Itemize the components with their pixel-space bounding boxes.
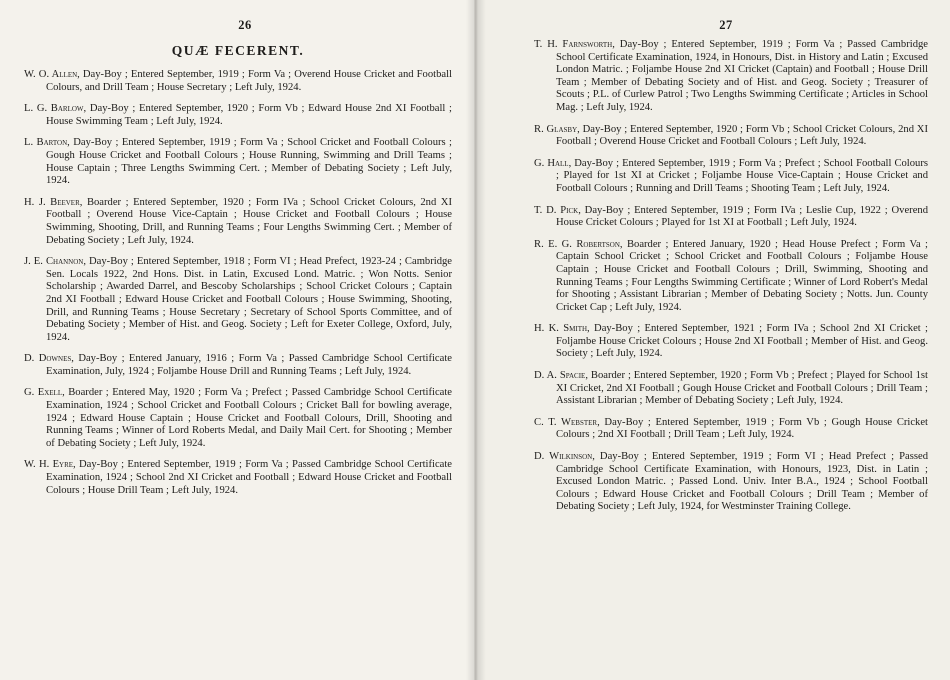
entry-downes [24,353,452,378]
entry-text: Boarder ; Entered September, 1920 ; Form IVa ; School Cricket Colours, 2nd XI Football ; Overend House Vice-Captain ; House Cricket and Football Colours ; House Swimming, Shooting, Drill, and Running Teams ; Four Lengths Swimming Cert. ; Member of Debating Society ; Left July, 1924. [46,196,452,246]
entry-name: L. Barton, [24,137,70,149]
entry-barton [24,137,452,187]
entry-text: Day-Boy ; Entered September, 1920 ; Form Vb ; Edward House 2nd XI Football ; House Swimming Team ; Left July, 1924. [46,103,452,127]
entry-text: Day-Boy ; Entered September, 1919 ; Form IVa ; Leslie Cup, 1922 ; Overend House Cricket Colours ; Played for 1st XI at Football ; Left July, 1924. [556,204,928,229]
page-number-right: 27 [719,18,733,32]
entry-text: Day-Boy ; Entered September, 1918 ; Form VI ; Head Prefect, 1923-24 ; Cambridge Sen. Locals 1922, 2nd Hons. Dist. in Latin, Excused Lond. Matric. ; Won Notts. Senior Scholarship ; Awarded Darrel, and Bescoby Scholarships ; School Cricket Colours ; Captain 2nd XI Football ; Edward House Cricket and Football Colours ; House Swimming, Shooting, Drill, and Running Teams ; House Secretary ; Secretary of School Sports Committee, and of Debating Society ; Member of Hist. and Geog. Society ; Left for Exeter College, Oxford, July, 1924. [46,256,452,343]
entry-barlow [24,103,452,128]
page-number-left: 26 [238,18,252,32]
entry-text: Boarder ; Entered May, 1920 ; Form Va ; Prefect ; Passed Cambridge School Certificate Examination, 1924 ; School Cricket and Football Colours ; Cricket Ball for bowling average, 1924 ; Edward House Captain ; House Cricket and Football Colours, Drill, Shooting and Running Teams ; Winner of Lord Roberts Medal, and Daily Mail Cert. for Shooting ; Member of Debating Society ; Left July, 1924. [46,387,452,449]
entry-name: C. T. Webster, [534,416,600,428]
entry-name: T. H. Farnsworth, [534,39,615,50]
entry-text: Boarder ; Entered January, 1920 ; Head House Prefect ; Form Va ; Captain School Cricket ; School Cricket and Football Colours ; Foljambe House Captain ; House Cricket and Football Colours ; Drill, Swimming, Shooting and Running Teams ; Four Lengths Swimming Certificate ; Winner of Lord Robert's Medal for Shooting ; Assistant Librarian ; Member of Debating Society ; Notts. Jun. County Cricket Cap ; Left July, 1924. [556,238,928,313]
entry-name: H. J. Beever, [24,196,83,208]
entry-name: R. Glasby, [534,123,580,135]
right-page [476,0,950,680]
entry-name: H. K. Smith, [534,323,590,335]
entry-wilkinson [534,451,928,514]
entry-name: D. A. Spacie, [534,370,588,382]
entry-name: L. G. Barlow, [24,103,87,115]
entry-robertson [534,239,928,315]
entry-text: Day-Boy ; Entered September, 1919 ; Form Va ; Passed Cambridge School Certificate Examination, 1924, in Honours, Dist. in History and Latin ; Excused London Matric. ; Foljambe House 2nd XI Cricket (Captain) and Football ; House Drill Team ; Member of Debating Society and of Hist. and Geog. Society ; Treasurer of Scouts ; P.L. of Curlew Patrol ; Two Lengths Swimming Certificate ; Articles in School Mag. ; Left July, 1924. [556,39,928,113]
page-heading: QUÆ FECERENT. [171,43,305,58]
entry-name: J. E. Channon, [24,256,86,268]
entry-text: Day-Boy ; Entered September, 1919 ; Form Va ; School Cricket and Football Colours ; Gough House Cricket and Football Colours ; House Running, Swimming and Drill Teams ; House Captain ; Three Lengths Swimming Cert. ; Member of Debating Society ; Left July, 1924. [46,137,452,187]
entry-name: T. D. Pick, [534,204,581,216]
entry-beever [24,197,452,247]
entry-name: W. H. Eyre, [24,459,76,471]
left-page [0,0,474,680]
entry-hall [534,158,928,196]
entry-name: G. Hall, [534,157,572,169]
entry-text: Day-Boy ; Entered September, 1919 ; Form Va ; Passed Cambridge School Certificate Examination, 1924 ; School 2nd XI Cricket and Football ; Edward House Cricket and Football Colours ; House Drill Team ; Left July, 1924. [46,459,453,496]
entry-name: W. O. Allen, [24,69,80,80]
entry-webster [534,417,928,442]
entry-channon [24,256,452,344]
entry-text: Day-Boy ; Entered September, 1919 ; Form Va ; Prefect ; School Football Colours ; Played for 1st XI at Cricket ; Foljambe House Vice-Captain ; House Cricket and Football Colours ; Running and Drill Teams ; Shooting Team ; Left July, 1924. [556,157,928,194]
entry-text: Day-Boy ; Entered January, 1916 ; Form Va ; Passed Cambridge School Certificate Examination, July, 1924 ; Foljambe House Drill and Running Teams ; Left July, 1924. [46,353,452,377]
entry-text: Day-Boy ; Entered September, 1919 ; Form VI ; Head Prefect ; Passed Cambridge School Certificate Examination, with Honours, 1923, Dist. in Latin ; Excused London Matric. ; Passed Lond. Univ. Inter B.A., 1924 ; School Football Colours ; Edward House Cricket and Football Colours ; Drill Team ; Member of Debating Society ; Left July, 1924, for Westminster Training College. [556,451,928,513]
entry-name: D. Wilkinson, [534,451,595,463]
entry-name: R. E. G. Robertson, [534,238,623,250]
entry-text: Day-Boy ; Entered September, 1920 ; Form Vb ; School Cricket Colours, 2nd XI Football ; Overend House Cricket and Football Colours ; Left July, 1924. [556,123,928,148]
entry-farnsworth [534,39,928,115]
entry-spacie [534,370,928,408]
entry-exell [24,387,452,450]
entry-text: Day-Boy ; Entered September, 1921 ; Form IVa ; School 2nd XI Cricket ; Foljambe House Cricket Colours ; House 2nd XI Football ; Member of Hist. and Geog. Society ; Left July, 1924. [556,323,928,360]
entry-allen [24,69,452,94]
entry-pick [534,205,928,230]
entry-smith [534,323,928,361]
entry-eyre [24,459,452,497]
book-gutter [466,0,486,680]
entry-name: D. Downes, [24,353,74,365]
entry-glasby [534,124,928,149]
entry-text: Day-Boy ; Entered September, 1919 ; Form Va ; Overend House Cricket and Football Colours, and Drill Team ; House Secretary ; Left July, 1924. [46,69,452,93]
entry-text: Boarder ; Entered September, 1920 ; Form Vb ; Prefect ; Played for School 1st XI Cricket, 2nd XI Football ; Gough House Cricket and Football Colours ; Drill Team ; Assistant Librarian ; Member of Debating Society ; Left July, 1924. [556,370,928,407]
entry-text: Day-Boy ; Entered September, 1919 ; Form Vb ; Gough House Cricket Colours ; 2nd XI Football ; Drill Team ; Left July, 1924. [556,416,928,441]
entry-name: G. Exell, [24,387,65,399]
